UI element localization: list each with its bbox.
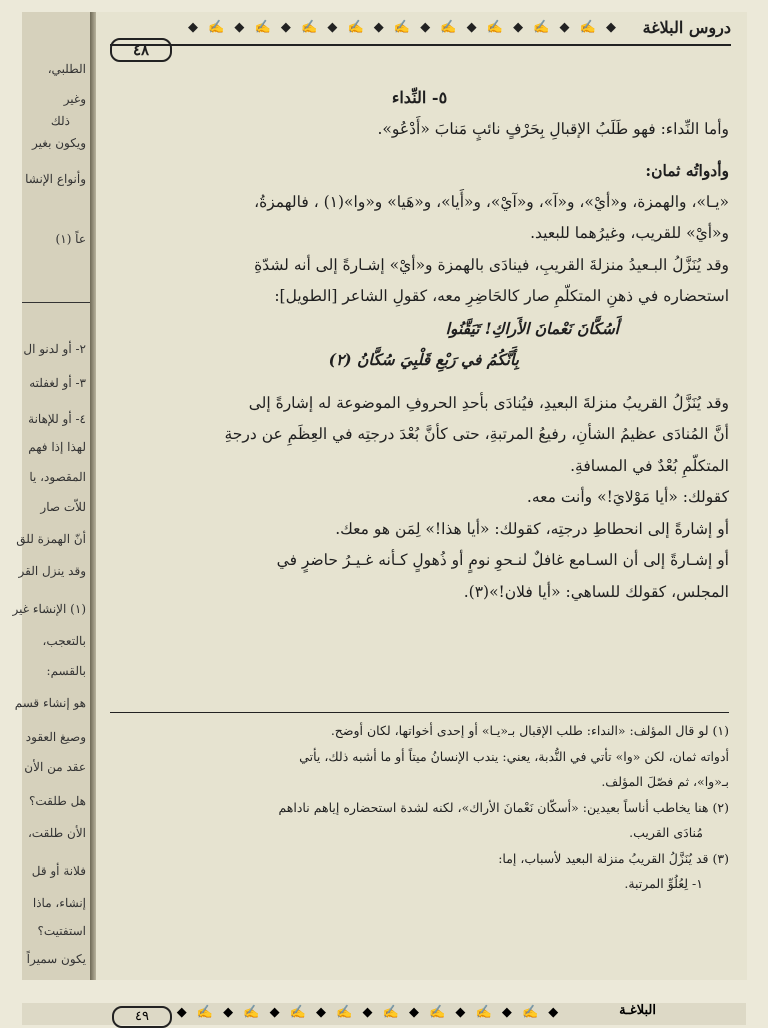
left-page-text: الأن طلقت، (27, 826, 86, 840)
left-page-edge (12, 12, 90, 980)
paragraph-line: كقولك: «أيا مَوْلايَ!» وأنت معه. (526, 488, 729, 506)
page-header (110, 18, 731, 64)
next-page-running-title: البلاغـة (619, 1003, 656, 1018)
left-page-text: هو إنشاء قسم (14, 696, 86, 710)
left-page-text: وغير (63, 92, 86, 106)
verse-line: أَسُكَّانَ نَعْمانَ الأَراكِ! تَيَقَّنُوا (445, 318, 619, 338)
paragraph-line: وقد يُنَزَّلُ القريبُ منزلةَ البعيدِ، فيُنادَى بأحدِ الحروفِ الموضوعة له إشارةً إلى (248, 393, 729, 412)
page-number: ٤٨ (110, 38, 172, 62)
left-page-text: ٣- أو لغفلته (29, 376, 86, 390)
left-page-text: وصيغ العقود (25, 730, 86, 744)
right-page (96, 12, 747, 980)
left-page-text: استفتيت؟ (37, 924, 86, 938)
left-page-text: إنشاء، ماذا (32, 896, 86, 910)
header-ornament: ◆ ✍ ◆ ✍ ◆ ✍ ◆ ✍ ◆ ✍ ◆ ✍ ◆ ✍ ◆ ✍ ◆ ✍ ◆ (187, 20, 620, 35)
left-page-text: وأنواع الإنشا (25, 172, 86, 186)
paragraph-line: المتكلّمِ بُعْدٌ في المسافةِ. (570, 456, 729, 475)
paragraph-line: استحضاره في ذهنِ المتكلّمِ صار كالحَاضِرِ معه، كقولِ الشاعر [الطويل]: (274, 287, 729, 305)
next-page-number: ٤٩ (112, 1006, 172, 1028)
left-page-text: ذلك (50, 114, 70, 128)
running-title: دروس البلاغة (642, 18, 731, 37)
verse-line: بِأَنَّكُمُ في رَبْعِ قَلْبِيَ سُكَّانُ (٢) (328, 350, 519, 369)
paragraph-line: أو إشـارةً إلى أن السـامع غافلٌ لنـحوِ نومٍ أو ذُهولٍ كـأنه غـيـرُ حاضرٍ في (276, 551, 729, 569)
footnote-line: (٢) هنا يخاطب أناساً بعيدين: «أسكّان نَعْمانَ الأراك»، لكنه لشدة استحضاره إياهم ناداهم (278, 799, 729, 815)
left-page-text: ٢- أو لدنو ال (23, 342, 86, 356)
left-page-text: (١) الإنشاء غير (12, 602, 86, 616)
header-rule (110, 44, 731, 46)
left-page-text: المقصود، يا (29, 470, 86, 484)
left-page-text: هل طلقت؟ (29, 794, 86, 808)
left-page-text: فلانة أو قل (31, 864, 86, 878)
section-heading: ٥- النِّداء (391, 88, 448, 107)
next-page-ornament: ◆ ✍ ◆ ✍ ◆ ✍ ◆ ✍ ◆ ✍ ◆ ✍ ◆ ✍ ◆ ✍ ◆ (176, 1005, 562, 1020)
footnote-line: مُنادَى القريب. (629, 825, 703, 840)
next-page-strip (22, 1003, 746, 1025)
left-page-text: لهذا إذا فهم (28, 440, 86, 454)
left-page-text: وقد ينزل القر (18, 564, 86, 578)
left-page-text: عاً (١) (55, 232, 86, 246)
left-page-text: بالقسم: (46, 664, 86, 678)
paragraph-line: وأما النِّداء: فهو طَلَبُ الإقبالِ بِحَرْفٍ نائبٍ مَنابَ «أَدْعُو». (377, 119, 729, 138)
footnote-line: أدواته ثمان، لكن «وا» تأتي في النُّدبة، يعني: يندب الإنسانُ ميتاً أو ما أشبه ذلك، يأتي (299, 748, 729, 764)
left-page-text: ٤- أو للإهانة (28, 412, 86, 426)
footnote-line: (١) لو قال المؤلف: «النداء: طلب الإقبال بـ«يـا» أو إحدى أخواتها، لكان أوضح. (330, 723, 729, 738)
paragraph-line: وأدواتُه ثمان: (645, 161, 729, 180)
left-page-text: أنّ الهمزة للق (16, 532, 86, 546)
paragraph-line: و«أيْ» للقريب، وغيرُهما للبعيد. (530, 224, 729, 242)
footnote-line: بـ«وا»، ثم فصّلَ المؤلف. (601, 774, 729, 789)
left-page-text: ويكون بغير (32, 136, 86, 150)
paragraph-line: أنَّ المُنادَى عظيمُ الشأنِ، رفيعُ المرتبةِ، حتى كأنَّ بُعْدَ درجتِه في العِظَمِ عن درجةِ (224, 425, 729, 443)
paragraph-line: وقد يُنَزَّلُ البـعيدُ منزلةَ القريبِ، فينادَى بالهمزة و«أيْ» إشـارةً إلى أنه لشدّةِ (254, 255, 729, 274)
paragraph-line: «يـا»، والهمزة، و«أيْ»، و«آ»، و«آيْ»، و«أَيا»، و«هَيا» و«وا»(١) ، فالهمزةُ، (254, 192, 729, 211)
paragraph-line: المجلس، كقولك للساهي: «أيا فلان!»(٣). (463, 582, 729, 601)
footnote-line: (٣) قد يُنَزَّلُ القريبُ منزلة البعيد لأسباب، إما: (498, 850, 729, 866)
left-page-rule (22, 302, 90, 303)
left-page-text: للاّت صار (40, 500, 86, 514)
footnote-rule (110, 712, 729, 713)
footnote-line: ١- لِعُلُوِّ المرتبة. (624, 876, 703, 891)
footnotes (110, 718, 729, 897)
left-page-text: الطلبي، (47, 62, 86, 76)
left-page-text: يكون سميراً (26, 952, 86, 966)
paragraph-line: أو إشارةً إلى انحطاطِ درجتِه، كقولك: «أيا هذا!» لِمَن هو معك. (335, 519, 729, 538)
left-page-text: بالتعجب، (42, 634, 86, 648)
page-body (110, 82, 729, 608)
left-page-text: عقد من الأن (24, 760, 86, 774)
